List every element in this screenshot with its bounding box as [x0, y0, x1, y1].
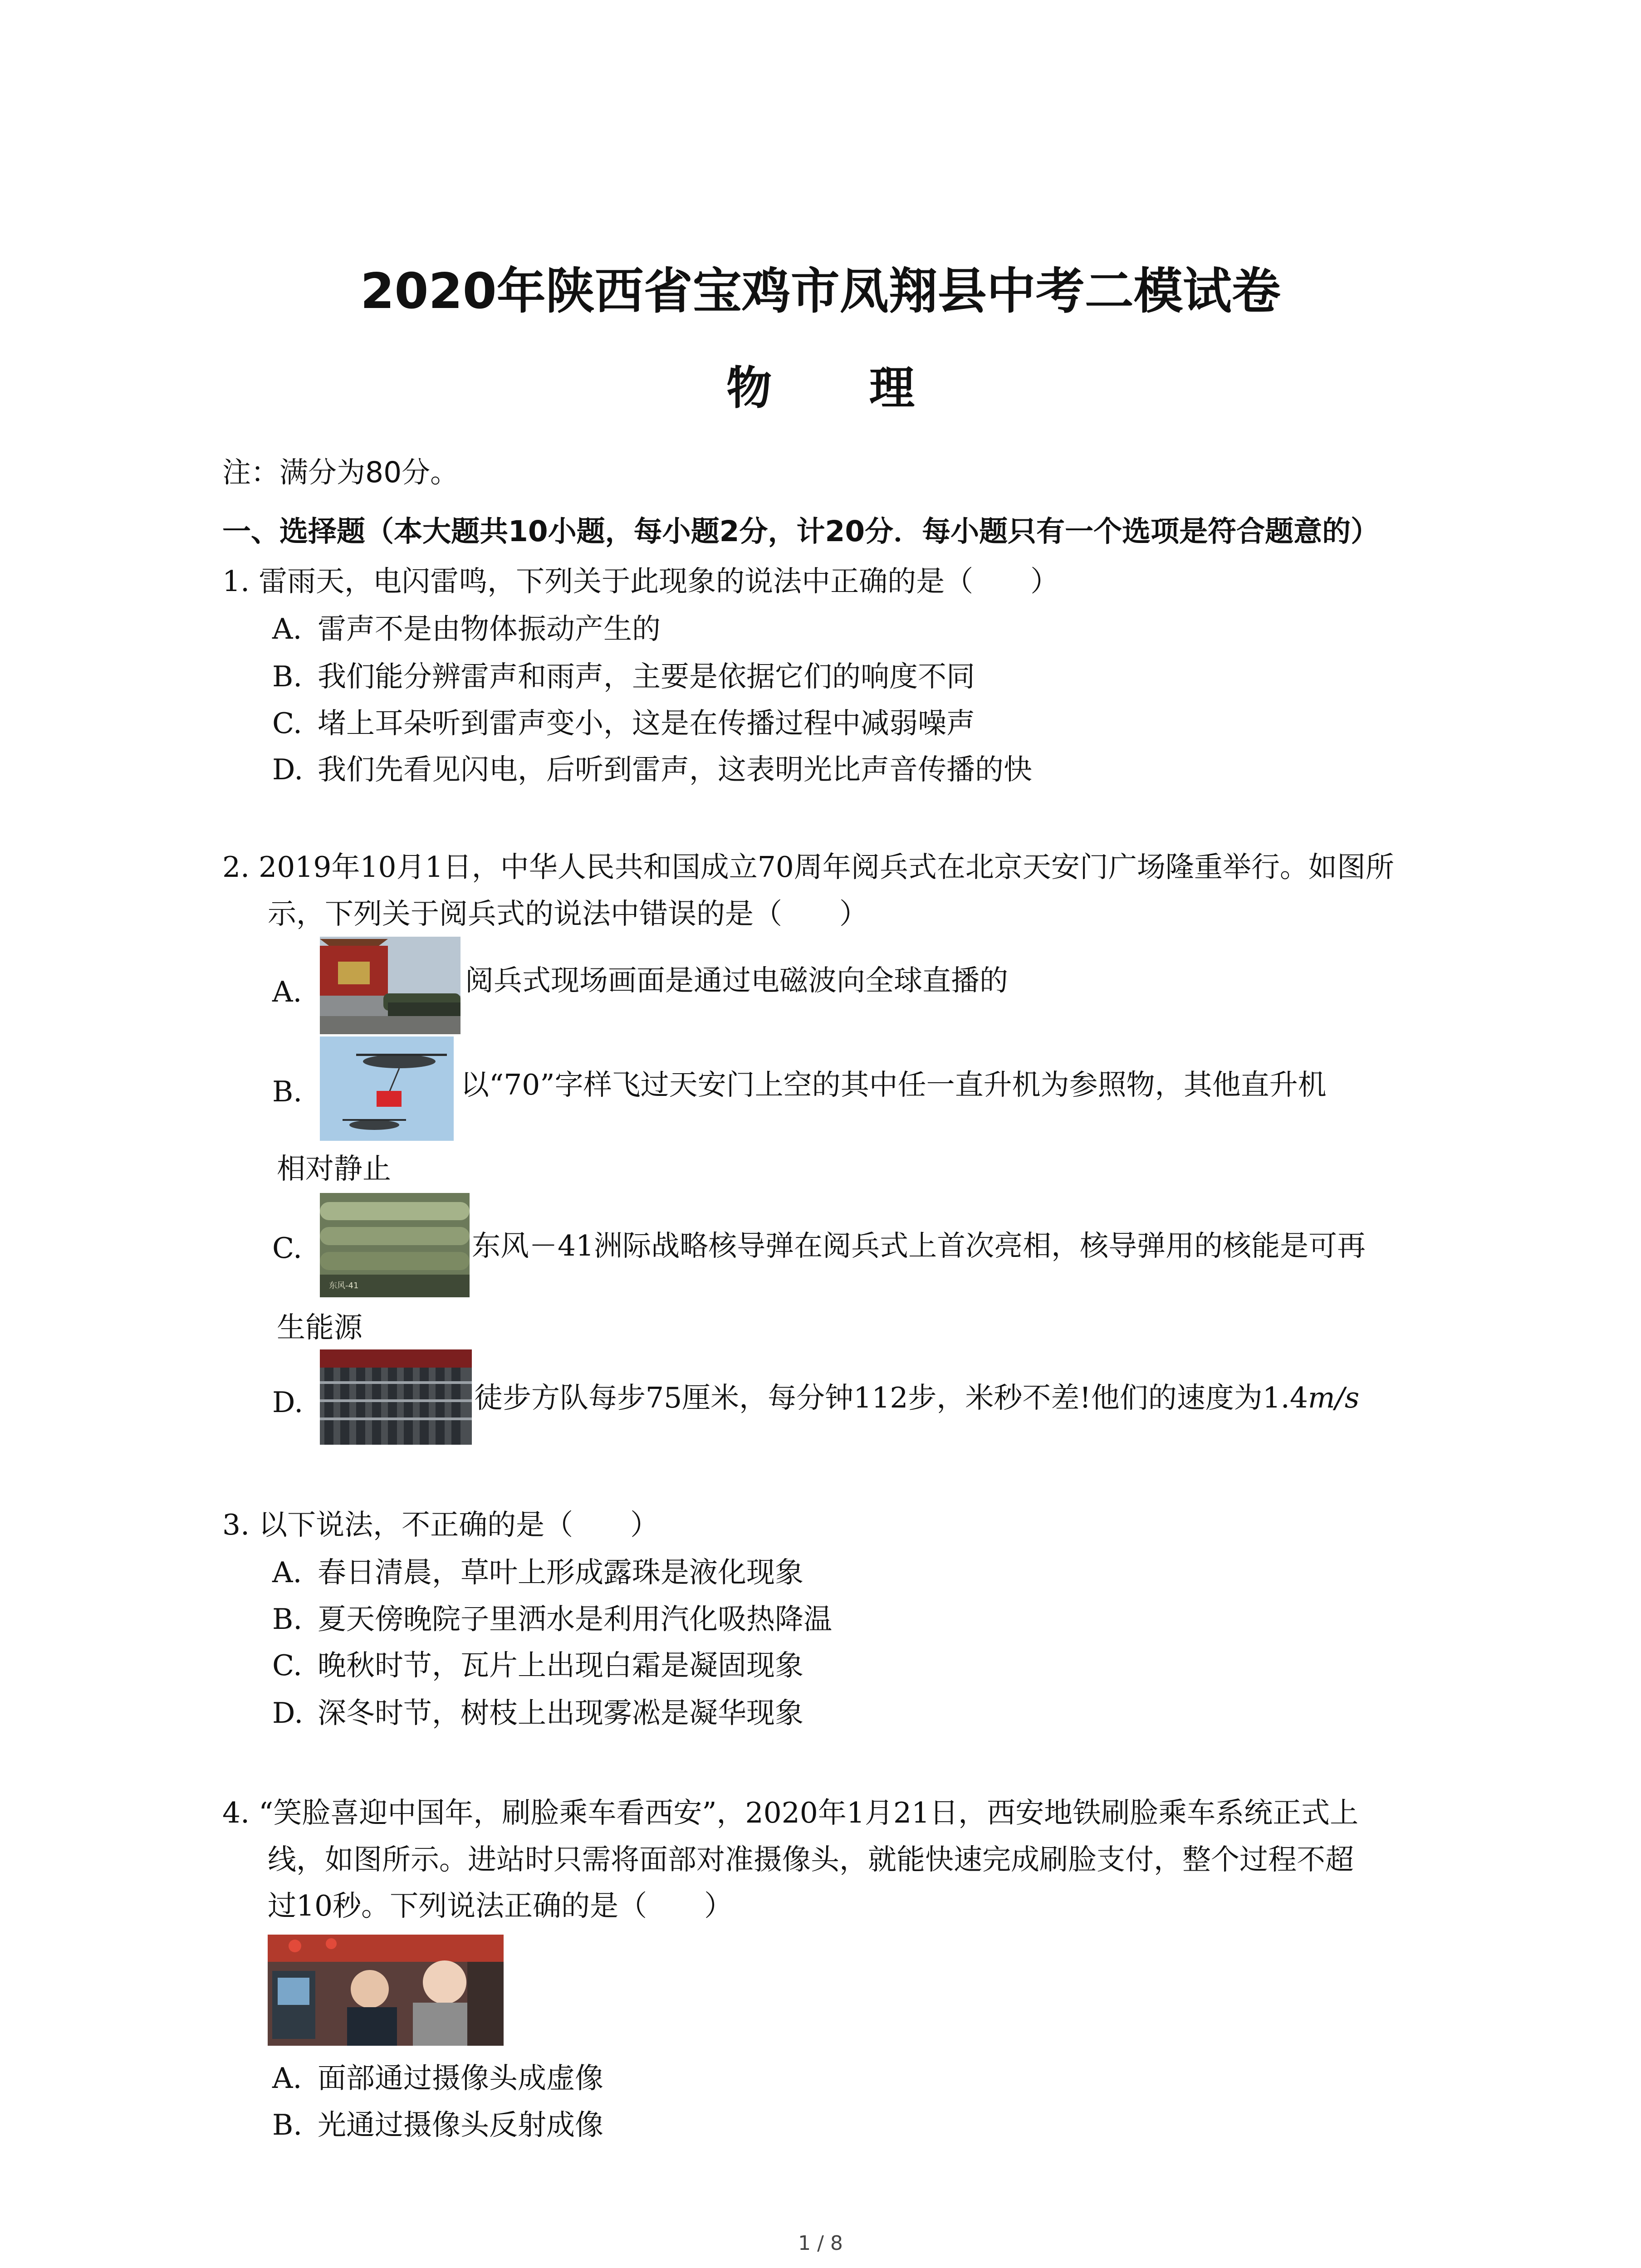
option-text: 徒步方队每步75厘米，每分钟112步，米秒不差!他们的速度为1.4: [474, 1381, 1308, 1414]
option-text: 深冬时节，树枝上出现雾凇是凝华现象: [318, 1696, 803, 1730]
q3-stem: 3. 以下说法，不正确的是（ ）: [222, 1508, 659, 1541]
q1-option-c: [272, 709, 975, 738]
option-label: D.: [272, 753, 304, 786]
q4-stem-line1: 4. “笑脸喜迎中国年，刷脸乘车看西安”，2020年1月21日，西安地铁刷脸乘车系统正式上: [222, 1796, 1359, 1829]
q2-option-b-cont: 相对静止: [277, 1152, 391, 1185]
page-number: 1 / 8: [798, 2232, 843, 2255]
option-label: C.: [272, 707, 302, 740]
option-label: B.: [272, 2108, 303, 2141]
option-label: A.: [272, 612, 302, 645]
q2-stem-line1: 2. 2019年10月1日，中华人民共和国成立70周年阅兵式在北京天安门广场隆重举行。如图所: [222, 850, 1394, 884]
q3-option-b: [272, 1603, 832, 1636]
q2-option-c-label: C.: [272, 1232, 302, 1265]
option-text: 面部通过摄像头成虚像: [318, 2062, 603, 2095]
q3-option-d: [272, 1696, 803, 1730]
missile-parade-image: [320, 1193, 470, 1297]
q2-option-d-text: [474, 1383, 1359, 1412]
option-text: 晚秋时节，瓦片上出现白霜是凝固现象: [318, 1649, 803, 1682]
q4-stem-line2: 线，如图所示。进站时只需将面部对准摄像头，就能快速完成刷脸支付，整个过程不超: [268, 1843, 1354, 1876]
speed-unit: m/s: [1308, 1381, 1360, 1414]
q2-option-b-text: 以“70”字样飞过天安门上空的其中任一直升机为参照物，其他直升机: [460, 1068, 1327, 1101]
option-label: C.: [272, 1649, 302, 1682]
q2-stem-line2: 示，下列关于阅兵式的说法中错误的是（ ）: [268, 897, 868, 930]
q1-option-a: [272, 612, 661, 645]
q2-option-d-label: D.: [272, 1386, 304, 1419]
helicopter-flag-image: [320, 1036, 454, 1141]
exam-title: 2020年陕西省宝鸡市凤翔县中考二模试卷: [360, 263, 1281, 320]
svg-text:东风-41: 东风-41: [329, 1281, 359, 1290]
q3-option-a: [272, 1558, 803, 1587]
score-note: 注：满分为80分。: [222, 456, 459, 489]
q4-stem-line3: 过10秒。下列说法正确的是（ ）: [268, 1889, 733, 1922]
q1-option-d: [272, 755, 1032, 784]
option-label: A.: [272, 2062, 302, 2095]
option-text: 我们先看见闪电，后听到雷声，这表明光比声音传播的快: [318, 753, 1032, 786]
q2-option-b-label: B.: [272, 1075, 303, 1108]
option-text: 堵上耳朵听到雷声变小，这是在传播过程中减弱噪声: [318, 707, 975, 740]
option-label: A.: [272, 1556, 302, 1589]
parade-tiananmen-image: [320, 937, 460, 1034]
q2-option-c-cont: 生能源: [277, 1311, 362, 1344]
option-text: 雷声不是由物体振动产生的: [318, 612, 661, 645]
option-text: 夏天傍晚院子里洒水是利用汽化吸热降温: [318, 1603, 832, 1636]
marching-troops-image: [320, 1349, 472, 1445]
q2-option-a-text: 阅兵式现场画面是通过电磁波向全球直播的: [465, 964, 1008, 997]
option-label: B.: [272, 1603, 303, 1636]
face-scan-subway-image: [268, 1935, 504, 2046]
q2-option-c-text: 东风－41洲际战略核导弹在阅兵式上首次亮相，核导弹用的核能是可再: [472, 1229, 1366, 1262]
q1-stem: 1. 雷雨天，电闪雷鸣，下列关于此现象的说法中正确的是（ ）: [222, 565, 1059, 598]
option-label: D.: [272, 1696, 304, 1730]
q4-option-a: [272, 2062, 603, 2095]
section-heading: 一、选择题（本大题共10小题，每小题2分，计20分．每小题只有一个选项是符合题意的）: [222, 515, 1380, 548]
option-label: B.: [272, 660, 303, 693]
q1-option-b: [272, 662, 975, 691]
option-text: 光通过摄像头反射成像: [318, 2108, 603, 2141]
q3-option-c: [272, 1651, 803, 1680]
q2-option-a-label: A.: [272, 975, 302, 1008]
subject-title: 物 理: [726, 362, 955, 415]
q4-option-b: [272, 2108, 603, 2141]
option-text: 我们能分辨雷声和雨声，主要是依据它们的响度不同: [318, 660, 975, 693]
option-text: 春日清晨，草叶上形成露珠是液化现象: [318, 1556, 803, 1589]
